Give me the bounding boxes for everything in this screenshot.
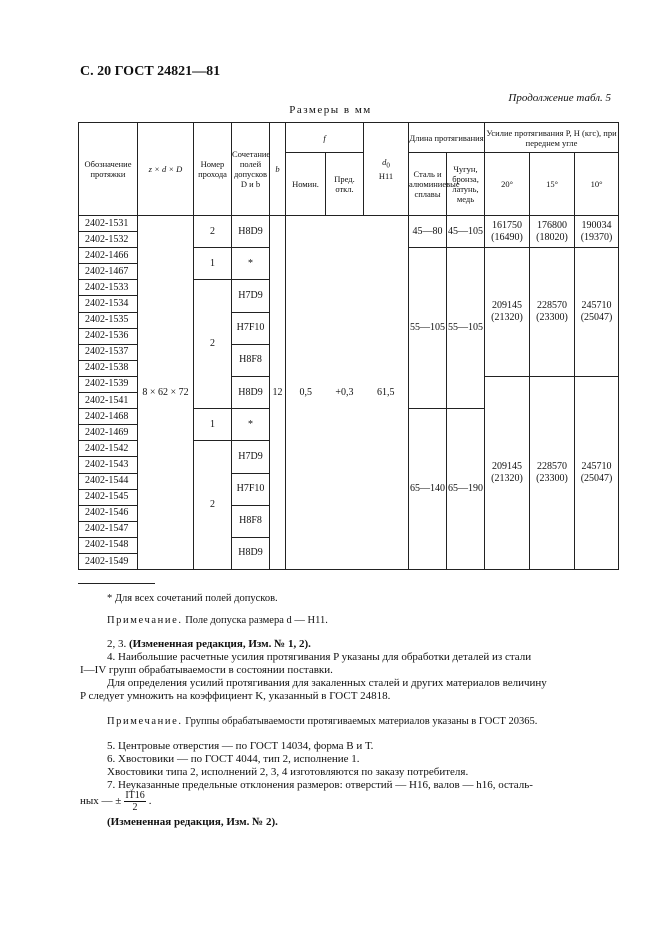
- header-f-nom: Номин.: [286, 153, 326, 216]
- header-f-dev: Пред. откл.: [326, 153, 364, 216]
- paragraph-6-cont: Хвостовики типа 2, исполнений 2, 3, 4 изготовляются по заказу потребителя.: [107, 766, 469, 778]
- force-20-cell: [485, 248, 530, 377]
- tolerance-text: ных — ±: [80, 795, 122, 808]
- designation-cell: 2402-1538: [79, 360, 138, 376]
- it16-fraction: [124, 790, 145, 813]
- length-steel-cell: 45—80: [409, 216, 447, 248]
- header-length: Длина протягивания: [409, 123, 485, 153]
- fraction-denominator: 2: [132, 802, 138, 813]
- header-len-steel: Сталь и алюминиевые сплавы: [409, 153, 447, 216]
- force-kgf: (19370): [580, 231, 613, 243]
- designation-cell: 2402-1532: [79, 232, 138, 248]
- page-header: С. 20 ГОСТ 24821—81: [80, 64, 221, 79]
- header-designation: Обозначение протяжки: [79, 123, 138, 216]
- force-15-cell: [530, 248, 575, 377]
- tolerance-cell: [232, 312, 270, 344]
- tolerance-value: H8F8: [239, 515, 262, 527]
- designation-cell: 2402-1544: [79, 473, 138, 489]
- tolerance-value: *: [248, 257, 253, 269]
- designation-cell: 2402-1543: [79, 457, 138, 473]
- tolerance-value: H8D9: [238, 225, 263, 237]
- force-kgf: (18020): [536, 231, 568, 243]
- designation-cell: 2402-1542: [79, 441, 138, 457]
- header-d0: [364, 123, 409, 216]
- b-cell: 12: [270, 216, 286, 570]
- d0-cell: 61,5: [364, 216, 409, 570]
- designation-cell: 2402-1546: [79, 505, 138, 521]
- force-15-cell: [530, 216, 575, 248]
- revision-text: (Измененная редакция, Изм. № 2).: [107, 816, 278, 828]
- force-value: 161750: [492, 219, 523, 231]
- processability-note: [107, 715, 537, 728]
- designation-cell: 2402-1545: [79, 489, 138, 505]
- header-tolerance: Сочетание полей допусков D и b: [232, 123, 270, 216]
- force-value: 190034: [581, 219, 612, 231]
- tolerance-value: H7D9: [238, 289, 263, 301]
- designation-cell: 2402-1547: [79, 521, 138, 537]
- length-iron-cell: 45—105: [447, 216, 485, 248]
- paragraph-6: 6. Хвостовики — по ГОСТ 4044, тип 2, исполнение 1.: [107, 753, 360, 765]
- paragraph-5: 5. Центровые отверстия — по ГОСТ 14034, форма В и Т.: [107, 740, 374, 752]
- designation-cell: 2402-1534: [79, 296, 138, 312]
- tolerance-cell: [232, 505, 270, 537]
- tolerance-value: H8D9: [238, 386, 263, 398]
- force-10-cell: [575, 248, 619, 377]
- pass-cell: 2: [194, 216, 232, 248]
- length-steel-cell: 65—140: [409, 409, 447, 570]
- pass-cell: 1: [194, 248, 232, 280]
- force-kgf: (16490): [491, 231, 523, 243]
- tolerance-cell: [232, 376, 270, 408]
- header-d0-symbol: d: [382, 157, 387, 168]
- tolerance-end: .: [148, 795, 152, 808]
- force-kgf: (25047): [580, 312, 613, 324]
- note-label: Примечание.: [107, 615, 183, 626]
- header-pass: Номер прохода: [194, 123, 232, 216]
- broach-table: [78, 122, 619, 570]
- pass-cell: 1: [194, 409, 232, 441]
- force-10-cell: [575, 216, 619, 248]
- zdD-cell: 8 × 62 × 72: [138, 216, 194, 570]
- paragraph-4-extra: Для определения усилий протягивания для закаленных сталей и других материалов величину: [107, 677, 547, 689]
- header-angle-20: 20°: [485, 153, 530, 216]
- footnote-divider: [78, 583, 155, 584]
- f-nom-cell: 0,5: [286, 216, 326, 570]
- tolerance-value: *: [248, 418, 253, 430]
- para-number: 2, 3.: [107, 638, 127, 650]
- designation-cell: 2402-1549: [79, 553, 138, 569]
- force-kgf: (21320): [491, 312, 523, 324]
- tolerance-cell: [232, 344, 270, 376]
- designation-cell: 2402-1535: [79, 312, 138, 328]
- paragraph-4-cont: I—IV групп обрабатываемости в состоянии поставки.: [80, 664, 333, 676]
- f-dev-cell: +0,3: [326, 216, 364, 570]
- force-value: 209145: [492, 461, 523, 472]
- header-d0-sub: 0: [386, 161, 390, 170]
- header-d0-tol: H11: [378, 170, 394, 181]
- force-10-cell: [575, 376, 619, 569]
- designation-cell: 2402-1533: [79, 280, 138, 296]
- force-kgf: (21320): [491, 473, 523, 484]
- tolerance-cell: [232, 473, 270, 505]
- tolerance-cell: [232, 248, 270, 280]
- tolerance-cell: [232, 216, 270, 248]
- designation-cell: 2402-1468: [79, 409, 138, 425]
- tolerance-value: H8D9: [238, 547, 263, 559]
- tolerance-cell: [232, 409, 270, 441]
- note-text: Поле допуска размера d — H11.: [182, 615, 328, 626]
- length-iron-cell: 55—105: [447, 248, 485, 409]
- tolerance-cell: [232, 441, 270, 473]
- force-20-cell: [485, 376, 530, 569]
- designation-cell: 2402-1531: [79, 216, 138, 232]
- header-angle-15: 15°: [530, 153, 575, 216]
- designation-cell: 2402-1548: [79, 537, 138, 553]
- note-label: Примечание.: [107, 716, 183, 727]
- footnote: * Для всех сочетаний полей допусков.: [107, 593, 278, 604]
- force-value: 228570: [537, 461, 568, 472]
- table-continuation: Продолжение табл. 5: [508, 92, 611, 104]
- paragraph-7-cont: [80, 790, 152, 813]
- header-b: b: [270, 123, 286, 216]
- revision-note: (Измененная редакция, Изм. № 1, 2).: [129, 638, 311, 650]
- designation-cell: 2402-1466: [79, 248, 138, 264]
- force-20-cell: [485, 216, 530, 248]
- length-iron-cell: 65—190: [447, 409, 485, 570]
- designation-cell: 2402-1536: [79, 328, 138, 344]
- force-value: 176800: [537, 219, 568, 231]
- designation-cell: 2402-1469: [79, 425, 138, 441]
- length-steel-cell: 55—105: [409, 248, 447, 409]
- force-value: 245710: [581, 461, 612, 472]
- force-kgf: (23300): [536, 473, 568, 484]
- header-len-iron: Чугун, бронза, латунь, медь: [447, 153, 485, 216]
- revision-note-2: [107, 816, 278, 829]
- fraction-numerator: IT16: [125, 790, 145, 801]
- tolerance-cell: [232, 280, 270, 312]
- force-kgf: (25047): [580, 473, 613, 484]
- table-note: [107, 614, 328, 627]
- header-f: f: [286, 123, 364, 153]
- force-value: 228570: [537, 300, 568, 312]
- designation-cell: 2402-1539: [79, 376, 138, 392]
- tolerance-value: H8F8: [239, 354, 262, 366]
- paragraph-2-3: [107, 638, 311, 651]
- designation-cell: 2402-1467: [79, 264, 138, 280]
- paragraph-4: 4. Наибольшие расчетные усилия протягивания P указаны для обработки деталей из стали: [107, 651, 532, 663]
- tolerance-value: H7F10: [236, 322, 265, 334]
- note-text: Группы обрабатываемости протягиваемых материалов указаны в ГОСТ 20365.: [182, 716, 538, 727]
- pass-cell: 2: [194, 280, 232, 409]
- tolerance-value: H7F10: [236, 483, 265, 495]
- force-15-cell: [530, 376, 575, 569]
- tolerance-value: H7D9: [238, 450, 263, 462]
- paragraph-7: 7. Неуказанные предельные отклонения размеров: отверстий — H16, валов — h16, осталь-: [107, 779, 533, 791]
- force-kgf: (23300): [536, 312, 568, 324]
- designation-cell: 2402-1541: [79, 393, 138, 409]
- tolerance-cell: [232, 537, 270, 569]
- header-angle-10: 10°: [575, 153, 619, 216]
- designation-cell: 2402-1537: [79, 344, 138, 360]
- units-caption: Размеры в мм: [289, 104, 372, 116]
- header-zdD: z × d × D: [138, 123, 194, 216]
- force-value: 245710: [581, 300, 612, 312]
- force-value: 209145: [492, 300, 523, 312]
- header-force: Усилие протягивания P, Н (кгс), при переднем угле: [485, 123, 619, 153]
- pass-cell: 2: [194, 441, 232, 570]
- paragraph-4-extra-cont: P следует умножить на коэффициент K, указанный в ГОСТ 24818.: [80, 690, 391, 702]
